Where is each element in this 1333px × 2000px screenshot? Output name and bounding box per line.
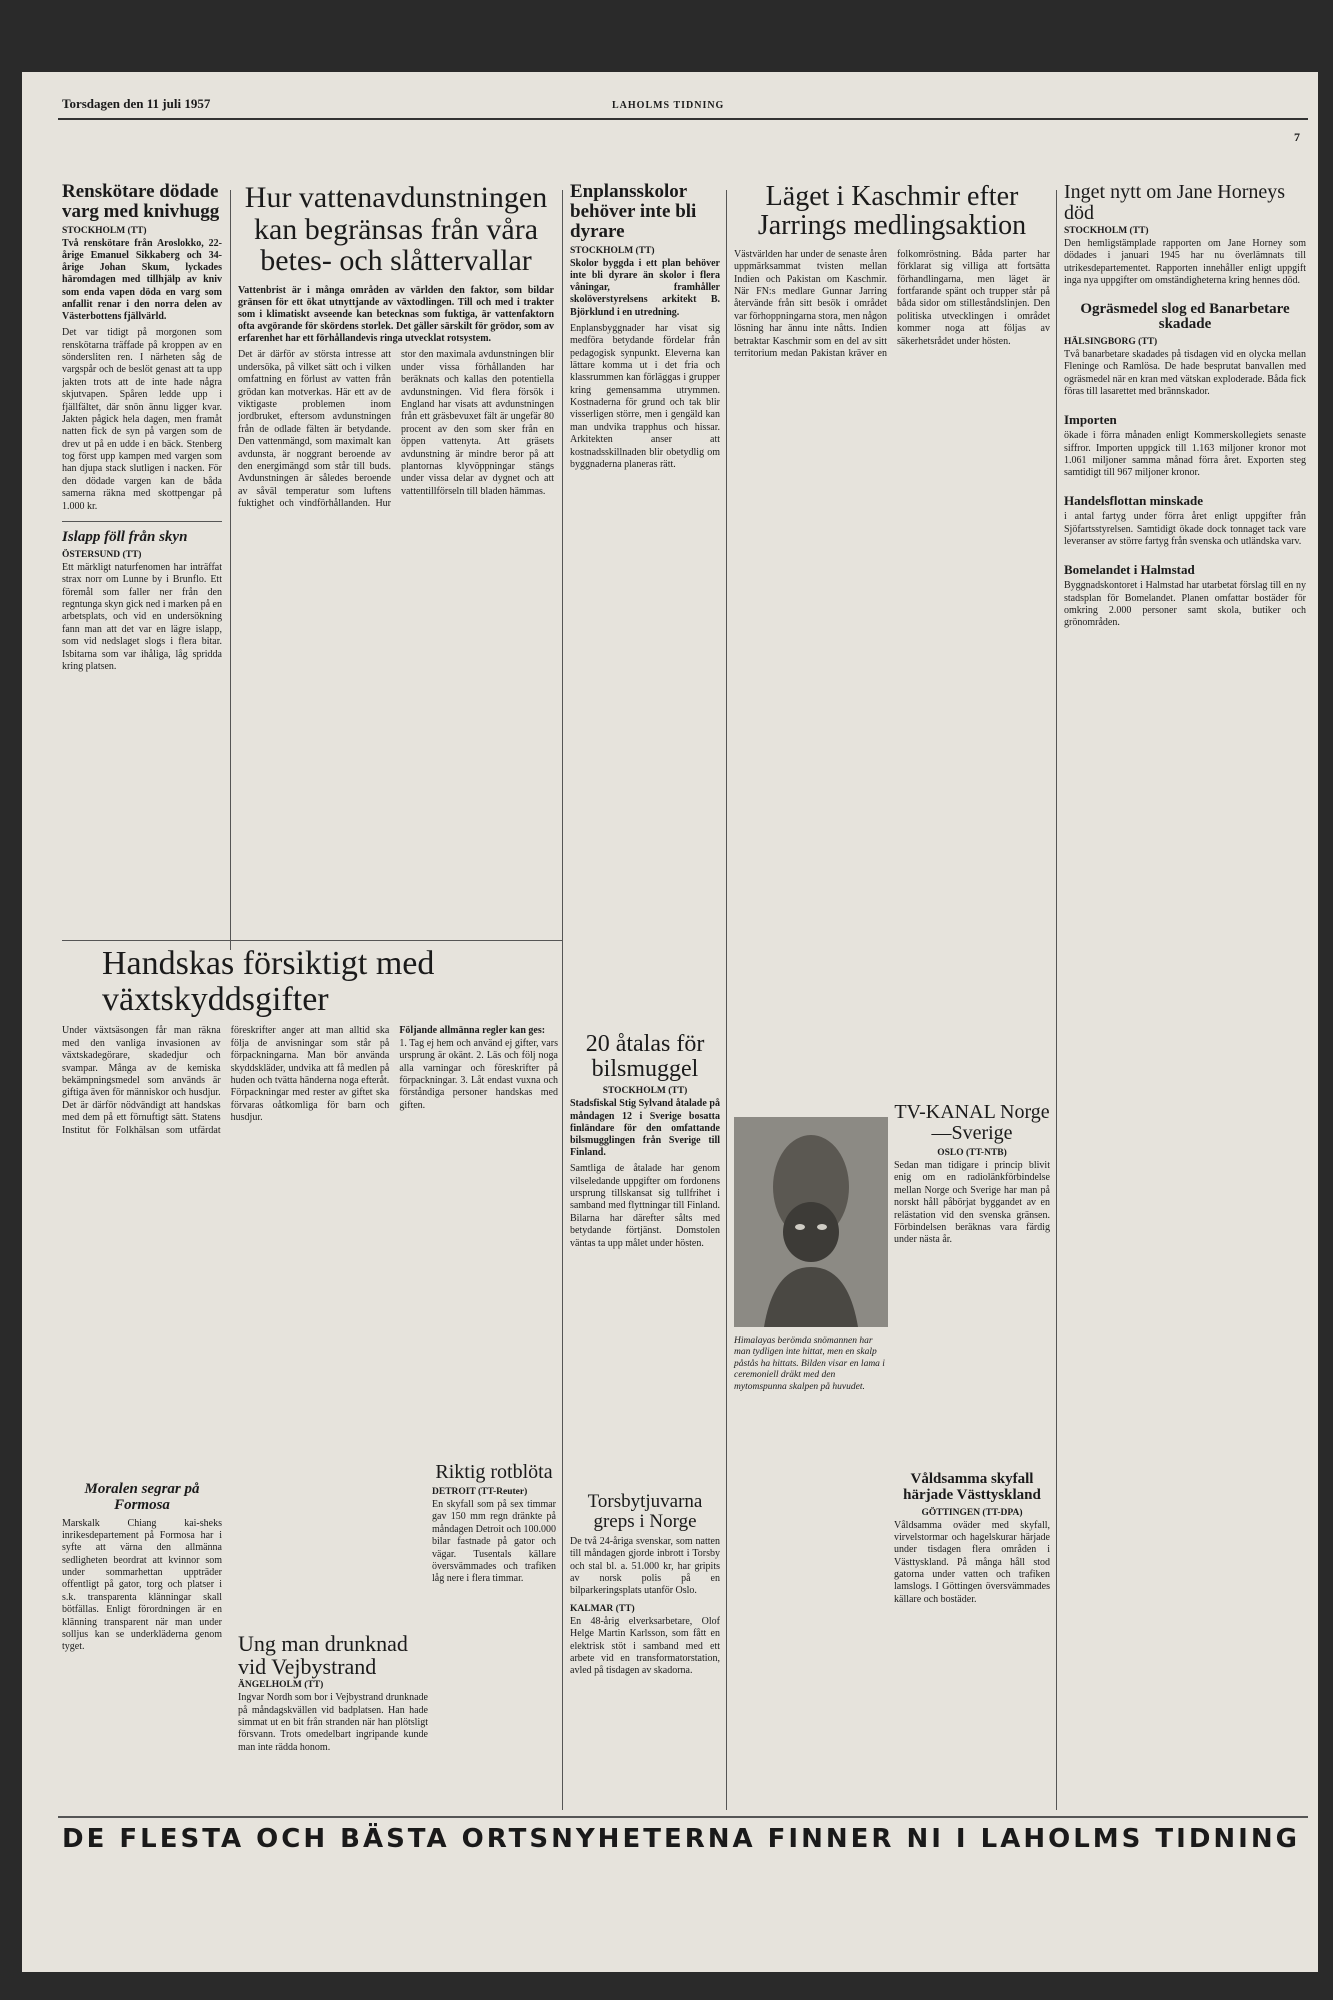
- body-text: ökade i förra månaden enligt Kommerskollegiets senaste siffror. Importen uppgick till 1.163 miljoner kronor mot 1.061 miljoner samma månad förra året. Exporten steg samtidigt till 967 miljoner kronor.: [1064, 430, 1306, 479]
- headline: Läget i Kaschmir efter Jarrings medlingsaktion: [757, 182, 1027, 242]
- body-text: Två banarbetare skadades på tisdagen vid en olycka mellan Fleninge och Ramlösa. De hade besprutat banvallen med ogräsmedel när en kran med vätskan exploderade. Båda fick föras till lasarettet med brännskador.: [1064, 349, 1306, 398]
- headline: Enplansskolor behöver inte bli dyrare: [570, 182, 697, 242]
- article-kaschmir: [734, 182, 1050, 1112]
- headline: TV-KANAL Norge—Sverige: [894, 1102, 1050, 1144]
- column-rule: [726, 190, 727, 1810]
- column-rule: [1056, 190, 1057, 1810]
- headline: Inget nytt om Jane Horneys död: [1064, 182, 1286, 224]
- dateline: STOCKHOLM (TT): [570, 245, 655, 256]
- headline: Importen: [1064, 411, 1117, 427]
- lead: Vattenbrist är i många områden av världen den faktor, som bildar gränsen för ett ökat utnyttjande av växtodlingen. Till och med i trakter som i klimatiskt avseende kan betecknas som fuktiga, är vattenfaktorn ofta avgörande för skördens storlek. Det gäller särskilt för grödor, som av erfarenhet har ett förhållandevis ringa utvecklat rotsystem.: [238, 284, 554, 345]
- body-text: Enplansbyggnader har visat sig medföra betydande fördelar från pedagogisk synpunkt. Eleverna kan lättare komma ut i det fria och klassrummen kan förläggas i grupper kring gemensamma utrymmen. Kostnaderna för grund och tak blir visserligen större, men i gengäld kan man undvika trapphus och hissar. Arkitekten anser att kostnadsskillnaden blir obetydlig om byggnaderna planeras rätt.: [570, 322, 720, 471]
- headline: Ung man drunknad vid Vejbystrand: [238, 1632, 408, 1680]
- dateline: HÄLSINGBORG (TT): [1064, 337, 1158, 348]
- body-text: Det är därför av största intresse att undersöka, på vilket sätt och i vilken omfattning en förlust av vatten från grödan kan motverkas. Här ett av de viktigaste problemen inom jordbruket, eftersom avdunstningen från de odlade fälten är betydande. Den vattenmängd, som maximalt kan avdunsta, är noggrant beroende av den energimängd som står till buds. Avdunstningen är således beroende av såväl temperatur som luftens fuktighet och vindförhållanden. Hur stor den maximala avdunstningen blir under vissa förhållanden har beräknats och kallas den potentiella avdunstningen. Vid flera försök i England har visats att avdunstningen från ett gräsbevuxet fält är ungefär 80 procent av den som sker från en öppen vattenyta. Att gräsets avdunstning är mindre beror på att plantornas klyvöppningar stängs under vissa delar av dygnet och att vattentillförseln till bladen hämmas.: [238, 349, 554, 510]
- headline: Moralen segrar på Formosa: [84, 1482, 200, 1513]
- photo-caption: Himalayas berömda snömannen har man tydligen inte hittat, men en skalp påstås ha hittats. Bilden visar en lama i ceremoniell dräkt med den mytomspunna skalpen på huvudet.: [734, 1336, 885, 1392]
- page-number: 7: [1294, 130, 1300, 144]
- dateline: ÄNGELHOLM (TT): [238, 1680, 324, 1691]
- dateline: GÖTTINGEN (TT-DPA): [921, 1507, 1023, 1518]
- body-text: Ingvar Nordh som bor i Vejbystrand drunknade på måndagskvällen vid badplatsen. Han hade simmat ut en bit från stranden när han plötsligt försvann. Trots omedelbart ingripande kunde man inte rädda honom.: [238, 1692, 428, 1753]
- banner-rule: [58, 1816, 1308, 1818]
- body-text: De två 24-åriga svenskar, som natten till måndagen gjorde inbrott i Torsby och stal bl. a. 51.000 kr, har gripits av norsk polis på en bilparkeringsplats utanför Oslo.: [570, 1535, 720, 1597]
- headline: Ogräsmedel slog ed Banarbetare skadade: [1080, 300, 1290, 333]
- article-enplans: [570, 182, 720, 1012]
- article-moralen: [62, 1482, 222, 1812]
- lead: Två renskötare från Aroslokko, 22-årige Emanuel Sikkaberg och 34-årige Johan Skum, lyckades häromdagen med tillhjälp av kniv som enda vapen döda en varg som anfallit renar i den norra delen av Västerbottens fjällvärld.: [62, 237, 222, 322]
- lead: Skolor byggda i ett plan behöver inte bli dyrare än skolor i flera våningar, framhåller skolöverstyrelsens arkitekt B. Björklund i en utredning.: [570, 257, 720, 318]
- article-atalas: [570, 1032, 720, 1472]
- lama-photo: [734, 1117, 888, 1327]
- headline: Våldsamma skyfall härjade Västtyskland: [903, 1472, 1041, 1503]
- body-text: Våldsamma oväder med skyfall, virvelstormar och hagelskurar härjade under tisdagen flera områden i Västtyskland. På många håll stod gatorna under vatten och trafiken lamslogs. I Göttingen översvämmades källare och bostäder.: [894, 1519, 1050, 1605]
- column-right: [1064, 182, 1306, 1812]
- body-text: Under växtsäsongen får man räkna med den vanliga invasionen av växtskadegörare, skadedjur och svampar. Många av de kemiska bekämpningsmedel som används är giftiga även för människor och husdjur. Det är därför nödvändigt att handskas med dem på ett förnuftigt sätt. Statens Institut för Folkhälsan som utfärdat föreskrifter anger att man alltid ska följa de anvisningar som står på förpackningarna. Man bör använda skyddskläder, undvika att få medlen på huden och tvätta händerna noga efteråt. Förpackningar med rester av giftet ska förvaras oåtkomliga för barn och husdjur.: [62, 1025, 390, 1136]
- rules-intro: Följande allmänna regler kan ges:: [399, 1025, 546, 1037]
- article-handelsflottan: [1064, 494, 1306, 549]
- headline: Renskötare dödade varg med knivhugg: [62, 182, 220, 222]
- article-ograsmedel: [1064, 302, 1306, 399]
- body-text: Västvärlden har under de senaste åren uppmärksammat tvisten mellan Indien och Pakistan om Kaschmir. När FN:s medlare Gunnar Jarring återvände från sitt besök i området var förhoppningarna stora, men någon lösning har ännu inte nåtts. Indien betraktar Kaschmir som en del av sitt territorium medan Pakistan kräver en folkomröstning. Båda parter har förklarat sig villiga att fortsätta förhandlingarna, men läget är fortfarande spänt och trupper står på båda sidor om stilleståndslinjen. Den politiska utvecklingen i området kommer noga att följas av säkerhetsrådet under hösten.: [734, 248, 1050, 359]
- body-text: En 48-årig elverksarbetare, Olof Helge Martin Karlsson, som fått en elektrisk stöt i samband med ett arbete vid en transformatorstation, avled på tisdagen av skadorna.: [570, 1615, 720, 1677]
- rules-text: 1. Tag ej hem och använd ej gifter, vars ursprung är okänt. 2. Läs och följ noga alla varningar och föreskrifter på förpackningar. 3. Låt endast vuxna och förståndiga personer handskas med giften.: [399, 1037, 558, 1111]
- article-torsby: [570, 1492, 720, 1812]
- headline: 20 åtalas för bilsmuggel: [585, 1032, 705, 1083]
- headline: Riktig rotblöta: [435, 1462, 553, 1483]
- header-rule: [58, 118, 1308, 120]
- dateline: OSLO (TT-NTB): [937, 1148, 1007, 1158]
- headline: Hur vattenavdunstningen kan begränsas från våra betes- och slåttervallar: [244, 182, 548, 277]
- newspaper-page: [22, 72, 1318, 1972]
- article-vatten: [238, 182, 554, 922]
- body-text: Marskalk Chiang kai-sheks inrikesdepartement på Formosa har i syfte att värna den allmänna sedligheten beordrat att kvinnor som under sommarhettan uppträder offentligt på gator, torg och platser i s.k. transparenta klänningar skall bötfällas. Enligt förordningen är en klänning transparent när man under solljus kan se underkläderna genom tyget.: [62, 1517, 222, 1653]
- body-text: Byggnadskontoret i Halmstad har utarbetat förslag till en ny stadsplan för Bomelandet. Planen omfattar bostäder för omkring 2.000 personer samt skola, butiker och grönområden.: [1064, 580, 1306, 629]
- dateline: KALMAR (TT): [570, 1603, 635, 1614]
- lead: Stadsfiskal Stig Sylvand åtalade på måndagen 12 i Sverige bosatta finländare för den omfattande bilsmugglingen från Sverige till Finland.: [570, 1098, 720, 1159]
- separator: [62, 940, 562, 941]
- dateline: ÖSTERSUND (TT): [62, 549, 142, 560]
- headline: Torsbytjuvarna greps i Norge: [587, 1492, 703, 1532]
- article-horney: [1064, 182, 1306, 288]
- column-rule: [230, 190, 231, 950]
- issue-date: Torsdagen den 11 juli 1957: [62, 96, 211, 111]
- article-rotblota: [432, 1462, 556, 1812]
- article-importen: [1064, 413, 1306, 480]
- body-text: Den hemligstämplade rapporten om Jane Horney som dödades i januari 1945 har nu överlämnats till utrikesdepartementet. Rapporten innehåller enligt uppgift inga nya uppgifter om omständigheterna kring hennes död.: [1064, 238, 1306, 287]
- body-text: Ett märkligt naturfenomen har inträffat strax norr om Lunne by i Brunflo. Ett föremål som faller ner från den regntunga skyn gick ned i marken på en arbetsplats, och vid en undersökning fann man att det var en lägre islapp, som vid nedslaget slogs i flera bitar. Isbitarna som var ihåliga, låg spridda kring platsen.: [62, 561, 222, 672]
- dateline: DETROIT (TT-Reuter): [432, 1487, 528, 1497]
- headline: Bomelandet i Halmstad: [1064, 561, 1195, 577]
- headline: Islapp föll från skyn: [62, 529, 188, 546]
- article-ungman: [238, 1632, 428, 1812]
- article-bomelandet: [1064, 563, 1306, 630]
- column-rule: [562, 190, 563, 1810]
- dateline: STOCKHOLM (TT): [602, 1086, 688, 1097]
- article-tvkanal: [894, 1102, 1050, 1342]
- article-renskotare: [62, 182, 222, 932]
- dateline: STOCKHOLM (TT): [62, 225, 147, 236]
- article-handskas: [62, 946, 558, 1486]
- body-text: En skyfall som på sex timmar gav 150 mm regn dränkte på måndagen Detroit och 100.000 bilar fastnade på gator och vägar. Tusentals källare översvämmades och trafiken låg nere i flera timmar.: [432, 1499, 556, 1585]
- newspaper-name: LAHOLMS TIDNING: [612, 100, 725, 111]
- article-valdsamma: [894, 1472, 1050, 1812]
- bottom-banner: DE FLESTA OCH BÄSTA ORTSNYHETERNA FINNER NI I LAHOLMS TIDNING: [62, 1824, 1300, 1854]
- separator: [62, 521, 222, 522]
- headline: Handelsflottan minskade: [1064, 492, 1204, 508]
- body-text: Sedan man tidigare i princip blivit enig om en radiolänkförbindelse mellan Norge och Sverige har man på norskt håll påbörjat byggandet av en relästation vid den svenska gränsen. Förbindelsen beräknas vara färdig under nästa år.: [894, 1160, 1050, 1246]
- body-text: Samtliga de åtalade har genom vilseledande uppgifter om fordonens ursprung tillskansat sig tullfrihet i samband med flyttningar till Finland. Bilarna har därefter sålts med betydande förtjänst. Domstolen väntas ta upp målet under hösten.: [570, 1163, 720, 1249]
- headline: Handskas försiktigt med växtskyddsgifter: [102, 946, 435, 1018]
- dateline: STOCKHOLM (TT): [1064, 226, 1149, 236]
- body-text: i antal fartyg under förra året enligt uppgifter från Sjöfartsstyrelsen. Samtidigt ökade dock tonnaget tack vare leveranser av större fartyg från svenska och utländska varv.: [1064, 511, 1306, 548]
- body-text: Det var tidigt på morgonen som renskötarna träffade på kroppen av en söndersliten ren. I närheten såg de vargspår och de beslöt genast att ta upp jakten trots att de inte hade några skjutvapen. Spåren ledde upp i fjällfältet, där snön ännu ligger kvar. Jakten pågick hela dagen, men framåt natten fick de syn på vargen som de drev ut på en udde i en bäck. Stenberg tog först upp kampen med vargen som han djupa stack slutligen i nacken. För den dödade vargen kan de båda samerna räkna med skottpengar på 1.000 kr.: [62, 327, 222, 512]
- photo-block: [734, 1117, 888, 1417]
